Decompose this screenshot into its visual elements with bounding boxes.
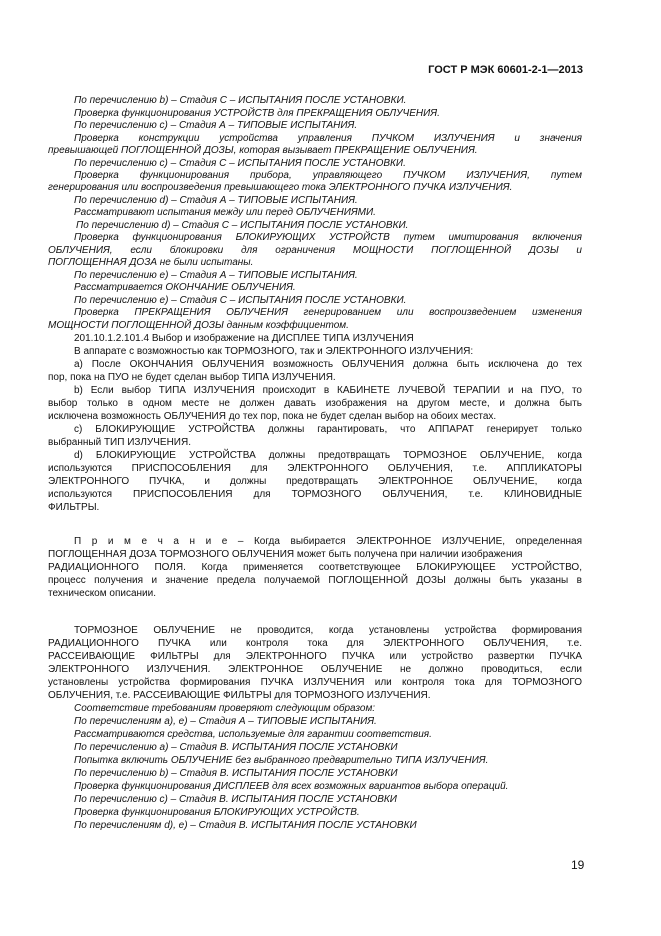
- text-line: По перечислению е) – Стадия С – ИСПЫТАНИЯ ПОСЛЕ УСТАНОВКИ.: [74, 295, 407, 306]
- text-line: процесс получения и значение предела получаемой ПОГЛОЩЕННОЙ ДОЗЫ должны быть указаны в: [48, 575, 582, 586]
- text-line: По перечислению d) – Стадия С – ИСПЫТАНИЯ ПОСЛЕ УСТАНОВКИ.: [76, 220, 409, 231]
- text-line: 201.10.1.2.101.4 Выбор и изображение на ДИСПЛЕЕ ТИПА ИЗЛУЧЕНИЯ: [74, 333, 414, 344]
- text-line: Попытка включить ОБЛУЧЕНИЕ без выбранного предварительно ТИПА ИЗЛУЧЕНИЯ.: [74, 755, 489, 766]
- text-line: Рассматривается ОКОНЧАНИЕ ОБЛУЧЕНИЯ.: [74, 282, 296, 293]
- text-line: МОЩНОСТИ ПОГЛОЩЕННОЙ ДОЗЫ данным коэффициентом.: [48, 320, 349, 331]
- text-line: пор, пока на ПУО не будет сделан выбор ТИПА ИЗЛУЧЕНИЯ.: [48, 372, 336, 383]
- text-line: Соответствие требованиям проверяют следующим образом:: [74, 703, 376, 714]
- text-line: П р и м е ч а н и е – Когда выбирается ЭЛЕКТРОННОЕ ИЗЛУЧЕНИЕ, определенная: [74, 536, 582, 547]
- text-line: ОБЛУЧЕНИЯ, если блокировки для ограничения МОЩНОСТИ ПОГЛОЩЕННОЙ ДОЗЫ и: [48, 245, 582, 256]
- text-line: Рассматриваются средства, используемые для гарантии соответствия.: [74, 729, 432, 740]
- text-line: ПОГЛОЩЕННАЯ ДОЗА не были испытаны.: [48, 257, 254, 268]
- text-line: По перечислениям а), е) – Стадия А – ТИПОВЫЕ ИСПЫТАНИЯ.: [74, 716, 377, 727]
- text-line: а) После ОКОНЧАНИЯ ОБЛУЧЕНИЯ возможность ОБЛУЧЕНИЯ должна быть исключена до тех: [74, 359, 582, 370]
- text-line: Проверка функционирования УСТРОЙСТВ для ПРЕКРАЩЕНИЯ ОБЛУЧЕНИЯ.: [74, 108, 440, 119]
- text-line: ЭЛЕКТРОННОГО ИЗЛУЧЕНИЯ. ЭЛЕКТРОННОЕ ОБЛУЧЕНИЕ не должно проводиться, если: [48, 664, 582, 675]
- text-line: Проверка функционирования БЛОКИРУЮЩИХ УСТРОЙСТВ путем имитирования включения: [74, 232, 582, 243]
- text-line: Проверка конструкции устройства управления ПУЧКОМ ИЗЛУЧЕНИЯ и значения: [74, 133, 582, 144]
- text-line: используются ПРИСПОСОБЛЕНИЯ для ТОРМОЗНОГО ОБЛУЧЕНИЯ, т.е. КЛИНОВИДНЫЕ: [48, 489, 582, 500]
- text-line: ЭЛЕКТРОННОГО ПУЧКА, и должны предотвращать ЭЛЕКТРОННОЕ ОБЛУЧЕНИЕ, когда: [48, 476, 582, 487]
- text-line: b) Если выбор ТИПА ИЗЛУЧЕНИЯ происходит в КАБИНЕТЕ ЛУЧЕВОЙ ТЕРАПИИ и на ПУО, то: [74, 385, 582, 396]
- text-line: Рассматривают испытания между или перед ОБЛУЧЕНИЯМИ.: [74, 207, 376, 218]
- text-line: РАДИАЦИОННОГО ПОЛЯ. Когда применяется соответствующее БЛОКИРУЮЩЕЕ УСТРОЙСТВО,: [48, 562, 582, 573]
- text-line: По перечислению d) – Стадия А – ТИПОВЫЕ ИСПЫТАНИЯ.: [74, 195, 358, 206]
- text-line: ФИЛЬТРЫ.: [48, 502, 100, 513]
- text-line: выбор только в одном месте не должен давать изображения на другом месте, и должна быть: [48, 398, 582, 409]
- text-line: превышающей ПОГЛОЩЕННОЙ ДОЗЫ, которая вызывает ПРЕКРАЩЕНИЕ ОБЛУЧЕНИЯ.: [48, 145, 478, 156]
- text-line: По перечислению а) – Стадия В. ИСПЫТАНИЯ ПОСЛЕ УСТАНОВКИ: [74, 742, 398, 753]
- text-line: d) БЛОКИРУЮЩИЕ УСТРОЙСТВА должны предотвращать ТОРМОЗНОЕ ОБЛУЧЕНИЕ, когда: [74, 450, 582, 461]
- text-line: используются ПРИСПОСОБЛЕНИЯ для ЭЛЕКТРОННОГО ОБЛУЧЕНИЯ, т.е. АППЛИКАТОРЫ: [48, 463, 582, 474]
- text-line: По перечислению с) – Стадия С – ИСПЫТАНИЯ ПОСЛЕ УСТАНОВКИ.: [74, 158, 406, 169]
- text-line: Проверка функционирования БЛОКИРУЮЩИХ УСТРОЙСТВ.: [74, 807, 360, 818]
- document-header: ГОСТ Р МЭК 60601-2-1—2013: [428, 64, 583, 76]
- text-line: По перечислению b) – Стадия С – ИСПЫТАНИЯ ПОСЛЕ УСТАНОВКИ.: [74, 95, 407, 106]
- text-line: По перечислению b) – Стадия В. ИСПЫТАНИЯ ПОСЛЕ УСТАНОВКИ: [74, 768, 398, 779]
- text-line: Проверка функционирования ДИСПЛЕЕВ для всех возможных вариантов выбора операций.: [74, 781, 509, 792]
- text-line: генерирования или воспроизведения превышающего тока ЭЛЕКТРОННОГО ПУЧКА ИЗЛУЧЕНИЯ.: [48, 182, 513, 193]
- text-line: По перечислению с) – Стадия В. ИСПЫТАНИЯ ПОСЛЕ УСТАНОВКИ: [74, 794, 397, 805]
- text-line: с) БЛОКИРУЮЩИЕ УСТРОЙСТВА должны гарантировать, что АППАРАТ генерирует только: [74, 424, 582, 435]
- text-line: техническом описании.: [48, 588, 156, 599]
- text-line: По перечислению е) – Стадия А – ТИПОВЫЕ ИСПЫТАНИЯ.: [74, 270, 358, 281]
- text-line: исключена возможность ОБЛУЧЕНИЯ до тех пор, пока не будет сделан выбор на обоих местах.: [48, 411, 497, 422]
- text-line: Проверка функционирования прибора, управляющего ПУЧКОМ ИЗЛУЧЕНИЯ, путем: [74, 170, 582, 181]
- text-line: По перечислению с) – Стадия А – ТИПОВЫЕ ИСПЫТАНИЯ.: [74, 120, 358, 131]
- text-line: РАССЕИВАЮЩИЕ ФИЛЬТРЫ для ЭЛЕКТРОННОГО ПУЧКА или устройство развертки ПУЧКА: [48, 651, 582, 662]
- text-line: выбранный ТИП ИЗЛУЧЕНИЯ.: [48, 437, 191, 448]
- page-number: 19: [571, 858, 585, 872]
- text-line: В аппарате с возможностью как ТОРМОЗНОГО, так и ЭЛЕКТРОННОГО ИЗЛУЧЕНИЯ:: [74, 346, 474, 357]
- text-line: ТОРМОЗНОЕ ОБЛУЧЕНИЕ не проводится, когда установлены устройства формирования: [74, 625, 582, 636]
- text-line: ПОГЛОЩЕННАЯ ДОЗА ТОРМОЗНОГО ОБЛУЧЕНИЯ может быть получена при наличии изображения: [48, 549, 523, 560]
- text-line: По перечислениям d), е) – Стадия В. ИСПЫТАНИЯ ПОСЛЕ УСТАНОВКИ: [74, 820, 417, 831]
- text-line: установлены устройства формирования ПУЧКА ИЗЛУЧЕНИЯ или контроля тока для ТОРМОЗНОГО: [48, 677, 582, 688]
- text-line: РАДИАЦИОННОГО ПУЧКА или контроля тока для ЭЛЕКТРОННОГО ОБЛУЧЕНИЯ, т.е.: [48, 638, 582, 649]
- text-line: ОБЛУЧЕНИЯ, т.е. РАССЕИВАЮЩИЕ ФИЛЬТРЫ для ТОРМОЗНОГО ИЗЛУЧЕНИЯ.: [48, 690, 431, 701]
- text-line: Проверка ПРЕКРАЩЕНИЯ ОБЛУЧЕНИЯ генерированием или воспроизведением изменения: [74, 307, 582, 318]
